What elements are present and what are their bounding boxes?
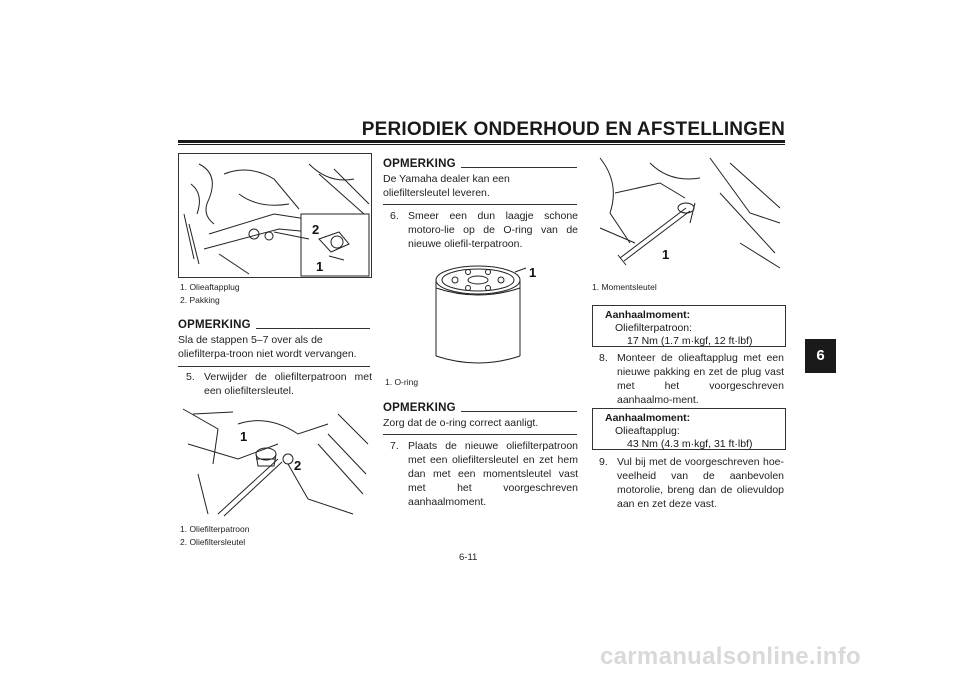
note-rule-bottom <box>178 366 370 367</box>
step-text: Smeer een dun laagje schone motoro-lie op de O-ring van de nieuwe oliefil-terpatroon. <box>408 210 578 250</box>
spec-item: Oliefilterpatroon: <box>615 322 693 334</box>
step-text: Vul bij met de voorgeschreven hoe-veelheid van de aanbevolen motorolie, breng dan de olievuldop aan en zet deze vast. <box>617 456 784 510</box>
oil-filter-cartridge-illustration <box>383 258 577 368</box>
caption-line: 1. O-ring <box>385 377 419 387</box>
note-text: De Yamaha dealer kan een oliefiltersleutel leveren. <box>383 173 510 199</box>
note-text: Sla de stappen 5–7 over als de oliefilterpa-troon niet wordt vervangen. <box>178 334 357 360</box>
figure-torque-wrench <box>590 153 784 273</box>
note-rule <box>256 328 370 329</box>
spec-value: 43 Nm (4.3 m·kgf, 31 ft·lbf) <box>627 438 753 450</box>
callout-2: 2 <box>294 458 302 473</box>
spec-item: Olieaftapplug: <box>615 425 680 437</box>
note-rule-bottom <box>383 434 577 435</box>
step-number: 7. <box>390 440 399 452</box>
page-number: 6-11 <box>459 552 478 563</box>
note-title: OPMERKING <box>178 319 251 331</box>
caption-line: 2. Oliefiltersleutel <box>180 537 246 547</box>
figure-oil-filter-cartridge-captions <box>385 376 418 389</box>
step-text: Plaats de nieuwe oliefilterpatroon met een oliefiltersleutel en zet hem dan met een momentsleutel vast met het voorgeschreven aanhaalmoment. <box>408 440 578 508</box>
page-title: PERIODIEK ONDERHOUD EN AFSTELLINGEN <box>361 119 785 140</box>
step-text: Verwijder de oliefilterpatroon met een oliefiltersleutel. <box>204 371 372 397</box>
step-6 <box>390 209 578 253</box>
spec-value: 17 Nm (1.7 m·kgf, 12 ft·lbf) <box>627 335 753 347</box>
chapter-tab[interactable]: 6 <box>805 339 836 373</box>
note-text: Zorg dat de o-ring correct aanligt. <box>383 417 539 429</box>
caption-line: 1. Olieaftapplug <box>180 282 240 292</box>
caption-line: 1. Oliefilterpatroon <box>180 524 250 534</box>
callout-1: 1 <box>316 259 324 274</box>
torque-spec-filter <box>592 305 786 347</box>
header-rule <box>178 140 785 143</box>
torque-spec-drain-plug <box>592 408 786 450</box>
note-rule-bottom <box>383 204 577 205</box>
step-number: 9. <box>599 456 608 468</box>
step-9 <box>599 455 784 513</box>
step-number: 6. <box>390 210 399 222</box>
oil-filter-wrench-illustration <box>178 404 370 518</box>
figure-drain-plug <box>178 153 372 278</box>
watermark: carmanualsonline.info <box>600 643 862 670</box>
caption-line: 2. Pakking <box>180 295 220 305</box>
figure-oil-filter-cartridge <box>383 258 577 368</box>
callout-1: 1 <box>662 247 670 262</box>
figure-drain-plug-captions <box>180 281 240 307</box>
callout-1: 1 <box>240 429 248 444</box>
callout-1: 1 <box>529 265 537 280</box>
figure-oil-filter-wrench-captions <box>180 523 249 549</box>
spec-title: Aanhaalmoment: <box>605 309 691 321</box>
note-title: OPMERKING <box>383 402 456 414</box>
step-number: 5. <box>186 371 195 383</box>
step-7 <box>390 439 578 508</box>
note-rule <box>461 411 577 412</box>
step-5 <box>186 370 372 400</box>
figure-torque-wrench-captions <box>592 281 657 294</box>
torque-wrench-illustration <box>590 153 784 273</box>
note-rule <box>461 167 577 168</box>
drain-plug-illustration <box>179 154 371 277</box>
figure-oil-filter-wrench <box>178 404 370 518</box>
note-title: OPMERKING <box>383 158 456 170</box>
header-rule-thin <box>178 144 785 145</box>
caption-line: 1. Momentsleutel <box>592 282 657 292</box>
step-8 <box>599 351 784 409</box>
callout-2: 2 <box>312 222 320 237</box>
step-text: Monteer de olieaftapplug met een nieuwe pakking en zet de plug vast met het voorgeschreven aanhaalmo-ment. <box>617 352 784 406</box>
spec-title: Aanhaalmoment: <box>605 412 691 424</box>
step-number: 8. <box>599 352 608 364</box>
